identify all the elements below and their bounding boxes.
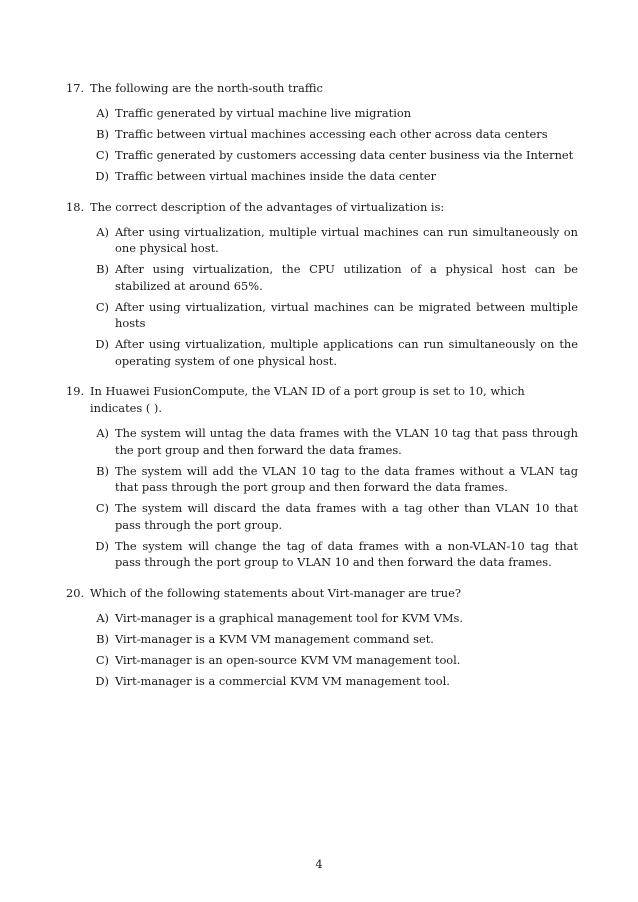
question-text: The correct description of the advantages of virtualization is: [90, 199, 445, 214]
option-text: The system will discard the data frames with a tag other than VLAN 10 that pass through the port group. [115, 501, 578, 532]
option-text: Virt-manager is an open-source KVM VM management tool. [115, 652, 461, 667]
question-stem [66, 383, 578, 417]
option-letter: B) [96, 127, 109, 141]
option-letter: B) [96, 631, 109, 646]
option-letter: A) [96, 426, 109, 440]
option-text: After using virtualization, multiple applications can run simultaneously on the operating system of one physical host. [115, 337, 578, 368]
option-list [66, 425, 578, 571]
option-letter: D) [95, 337, 109, 351]
option-text: After using virtualization, virtual machines can be migrated between multiple hosts [115, 299, 578, 330]
option-text: The system will add the VLAN 10 tag to the data frames without a VLAN tag that pass through the port group and then forward the data frames. [115, 463, 578, 494]
option-list [66, 105, 578, 185]
option-text: Traffic generated by customers accessing data center business via the Internet [115, 148, 574, 162]
option-c [66, 299, 578, 332]
option-letter: D) [95, 538, 109, 553]
question-18 [66, 199, 578, 370]
option-text: Traffic between virtual machines inside the data center [115, 169, 437, 183]
option-c [66, 500, 578, 533]
option-list [66, 224, 578, 370]
option-b [66, 463, 578, 496]
question-text: In Huawei FusionCompute, the VLAN ID of a port group is set to 10, which indicates ( ). [90, 384, 525, 415]
option-letter: A) [96, 106, 109, 120]
option-letter: C) [95, 501, 109, 515]
option-a [66, 224, 578, 257]
question-number: 19. [66, 384, 85, 398]
option-letter: A) [96, 610, 109, 625]
option-c [66, 147, 578, 164]
option-a [66, 425, 578, 458]
option-b [66, 126, 578, 143]
question-19 [66, 383, 578, 571]
question-list [66, 80, 578, 703]
question-number: 20. [66, 585, 85, 600]
question-text: The following are the north-south traffic [90, 81, 323, 95]
option-letter: C) [95, 299, 109, 314]
option-text: After using virtualization, the CPU utilization of a physical host can be stabilized at around 65%. [115, 262, 578, 293]
question-stem [66, 585, 578, 602]
question-stem [66, 80, 578, 97]
option-text: Traffic generated by virtual machine live migration [115, 106, 412, 120]
option-letter: B) [96, 463, 109, 478]
option-a [66, 105, 578, 122]
option-letter: D) [95, 169, 109, 183]
option-b [66, 261, 578, 294]
option-text: Traffic between virtual machines accessing each other across data centers [115, 127, 548, 141]
question-number: 17. [66, 81, 85, 95]
question-number: 18. [66, 199, 85, 214]
option-d [66, 673, 578, 690]
option-text: After using virtualization, multiple virtual machines can run simultaneously on one physical host. [115, 224, 578, 255]
question-20 [66, 585, 578, 690]
question-stem [66, 199, 578, 216]
option-a [66, 610, 578, 627]
question-17 [66, 80, 578, 185]
option-letter: C) [95, 148, 109, 162]
page-number: 4 [315, 857, 323, 871]
option-letter: D) [95, 673, 109, 688]
option-d [66, 168, 578, 185]
option-letter: B) [96, 262, 109, 276]
option-d [66, 336, 578, 369]
question-text: Which of the following statements about Virt-manager are true? [90, 585, 461, 600]
option-c [66, 652, 578, 669]
option-text: Virt-manager is a KVM VM management command set. [115, 631, 434, 646]
option-text: Virt-manager is a commercial KVM VM management tool. [115, 673, 450, 688]
option-b [66, 631, 578, 648]
option-text: The system will change the tag of data frames with a non-VLAN-10 tag that pass through the port group to VLAN 10 and then forward the data frames. [115, 538, 578, 569]
option-letter: A) [96, 224, 109, 239]
option-list [66, 610, 578, 690]
option-d [66, 538, 578, 571]
option-text: The system will untag the data frames with the VLAN 10 tag that pass through the port group and then forward the data frames. [115, 426, 578, 457]
option-text: Virt-manager is a graphical management tool for KVM VMs. [115, 610, 464, 625]
option-letter: C) [95, 652, 109, 667]
